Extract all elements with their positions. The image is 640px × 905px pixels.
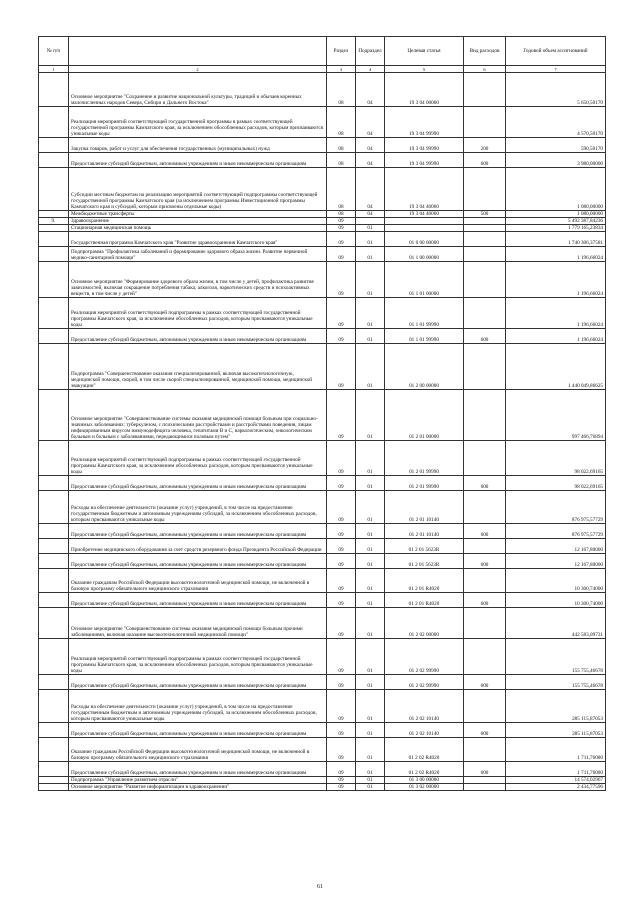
header-podrazdel: Подраздел — [356, 37, 385, 66]
row-target-article: 01 2 01 5623R — [385, 554, 464, 569]
row-name: Расходы на обеспечение деятельности (оказание услуг) учреждений, в том числе на предоставление государственным бюджетным и автономным учреждениям субсидий, за исключением обособленных расходов, которым присваиваются уникальные коды — [69, 690, 327, 723]
row-amount: 14 574,02967 — [506, 777, 606, 784]
row-name: Реализация мероприятий соответствующей подпрограммы в рамках соответствующей государственной программы Камчатского края, за исключением обособленных расходов, которым присваиваются уникальные коды — [69, 441, 327, 476]
column-number: 2 — [69, 66, 327, 73]
table-row — [39, 554, 606, 569]
row-number — [39, 476, 69, 491]
row-number — [39, 441, 69, 476]
row-number — [39, 138, 69, 153]
row-expense-type — [464, 539, 506, 554]
row-target-article: 19 3 04 40060 — [385, 211, 464, 218]
row-target-article: 01 2 02 10140 — [385, 723, 464, 738]
row-number — [39, 107, 69, 138]
row-name: Предоставление субсидий бюджетным, автономным учреждениям и иным некоммерческим организациям — [69, 593, 327, 608]
row-expense-type — [464, 298, 506, 329]
row-number — [39, 784, 69, 791]
row-razdel: 08 — [327, 168, 356, 211]
row-podrazdel: 01 — [356, 569, 385, 593]
header-razdel: Раздел — [327, 37, 356, 66]
row-number — [39, 491, 69, 524]
row-name: Оказание гражданам Российской Федерации высокотехнологичной медицинской помощи, не включенной в базовую программу обязательного медицинского страхования — [69, 738, 327, 762]
row-target-article: 01 2 01 10140 — [385, 491, 464, 524]
row-amount: 1 740 306,37581 — [506, 232, 606, 247]
row-razdel: 09 — [327, 675, 356, 690]
row-number — [39, 762, 69, 777]
budget-table — [38, 36, 606, 791]
row-podrazdel: 01 — [356, 762, 385, 777]
table-row — [39, 232, 606, 247]
row-amount: 876 975,57729 — [506, 491, 606, 524]
row-amount: 1 196,66024 — [506, 262, 606, 298]
column-number: 7 — [506, 66, 606, 73]
row-target-article: 01 1 00 00000 — [385, 247, 464, 262]
row-amount: 3 980,00000 — [506, 153, 606, 168]
header-num: № п/п — [39, 37, 69, 66]
row-podrazdel: 01 — [356, 554, 385, 569]
row-name: Государственная программа Камчатского края "Развитие здравоохранения Камчатского края" — [69, 232, 327, 247]
row-razdel: 09 — [327, 762, 356, 777]
column-number: 6 — [464, 66, 506, 73]
table-row — [39, 723, 606, 738]
row-razdel: 08 — [327, 138, 356, 153]
table-row — [39, 344, 606, 390]
row-name: Предоставление субсидий бюджетным, автономным учреждениям и иным некоммерческим организациям — [69, 762, 327, 777]
row-expense-type — [464, 225, 506, 232]
table-row — [39, 225, 606, 232]
row-razdel: 09 — [327, 476, 356, 491]
row-podrazdel: 04 — [356, 73, 385, 107]
row-razdel: 09 — [327, 690, 356, 723]
row-amount: 1 080,00000 — [506, 211, 606, 218]
row-target-article: 01 2 02 R4020 — [385, 738, 464, 762]
row-razdel: 09 — [327, 524, 356, 539]
row-amount: 442 583,09731 — [506, 608, 606, 639]
row-podrazdel: 01 — [356, 738, 385, 762]
row-name: Стационарная медицинская помощь — [69, 225, 327, 232]
row-amount: 1 196,66024 — [506, 298, 606, 329]
row-name: Предоставление субсидий бюджетным, автономным учреждениям и иным некоммерческим организациям — [69, 476, 327, 491]
row-number — [39, 262, 69, 298]
row-podrazdel: 04 — [356, 168, 385, 211]
row-podrazdel: 01 — [356, 491, 385, 524]
row-expense-type — [464, 107, 506, 138]
row-amount: 5 650,50170 — [506, 73, 606, 107]
row-number — [39, 225, 69, 232]
row-razdel: 09 — [327, 441, 356, 476]
row-podrazdel: 01 — [356, 690, 385, 723]
row-razdel: 09 — [327, 554, 356, 569]
row-target-article: 01 2 01 10140 — [385, 524, 464, 539]
row-podrazdel: 01 — [356, 390, 385, 441]
row-amount: 590,50170 — [506, 138, 606, 153]
column-number-row — [39, 66, 606, 73]
row-razdel: 09 — [327, 738, 356, 762]
row-expense-type: 600 — [464, 329, 506, 344]
row-name: Предоставление субсидий бюджетным, автономным учреждениям и иным некоммерческим организациям — [69, 153, 327, 168]
row-number — [39, 554, 69, 569]
row-target-article: 19 3 04 99990 — [385, 107, 464, 138]
row-name: Основное мероприятие "Развитие информатизации в здравоохранении" — [69, 784, 327, 791]
row-razdel: 09 — [327, 298, 356, 329]
row-number — [39, 690, 69, 723]
row-razdel: 08 — [327, 153, 356, 168]
row-razdel: 09 — [327, 777, 356, 784]
row-razdel: 09 — [327, 608, 356, 639]
row-podrazdel: 01 — [356, 344, 385, 390]
row-target-article: 01 3 02 00000 — [385, 784, 464, 791]
row-amount: 285 115,87053 — [506, 723, 606, 738]
table-row — [39, 524, 606, 539]
row-razdel: 09 — [327, 232, 356, 247]
row-name: Основное мероприятие "Совершенствование системы оказания медицинской помощи больным прочими заболеваниями, включая оказание высокотехнологичной медицинской помощи" — [69, 608, 327, 639]
row-name: Оказание гражданам Российской Федерации высокотехнологичной медицинской помощи, не включенной в базовую программу обязательного медицинского страхования — [69, 569, 327, 593]
row-number — [39, 738, 69, 762]
row-podrazdel: 01 — [356, 232, 385, 247]
row-target-article: 01 1 01 99990 — [385, 329, 464, 344]
row-podrazdel: 01 — [356, 675, 385, 690]
row-razdel: 08 — [327, 107, 356, 138]
row-razdel: 09 — [327, 262, 356, 298]
table-row — [39, 73, 606, 107]
row-podrazdel: 01 — [356, 441, 385, 476]
row-expense-type — [464, 777, 506, 784]
row-amount: 98 022,69165 — [506, 476, 606, 491]
row-expense-type — [464, 168, 506, 211]
column-number: 1 — [39, 66, 69, 73]
table-row — [39, 390, 606, 441]
row-number — [39, 723, 69, 738]
row-amount: 876 975,57729 — [506, 524, 606, 539]
row-amount: 98 022,69165 — [506, 441, 606, 476]
row-razdel: 08 — [327, 211, 356, 218]
row-razdel: 09 — [327, 344, 356, 390]
row-target-article: 01 2 01 00000 — [385, 390, 464, 441]
row-amount: 1 779 165,23834 — [506, 225, 606, 232]
row-expense-type — [464, 690, 506, 723]
row-podrazdel: 04 — [356, 211, 385, 218]
column-number: 4 — [356, 66, 385, 73]
row-number — [39, 675, 69, 690]
budget-table-sheet — [38, 36, 605, 791]
row-expense-type — [464, 262, 506, 298]
row-target-article: 01 2 02 R4020 — [385, 762, 464, 777]
row-target-article: 01 0 00 00000 — [385, 232, 464, 247]
row-podrazdel: 01 — [356, 539, 385, 554]
table-body — [39, 73, 606, 791]
row-podrazdel: 01 — [356, 225, 385, 232]
table-row — [39, 569, 606, 593]
row-name: Субсидии местным бюджетам на реализацию мероприятий соответствующей подпрограммы соответствующей государственной программы Камчатского края (за исключением программы Инвестиционной программы Камчатского края и субсидий, которым присвоены отдельные коды) — [69, 168, 327, 211]
row-razdel: 09 — [327, 491, 356, 524]
row-expense-type — [464, 784, 506, 791]
table-row — [39, 539, 606, 554]
header-target-article: Целевая статья — [385, 37, 464, 66]
row-number — [39, 73, 69, 107]
row-name: Расходы на обеспечение деятельности (оказание услуг) учреждений, в том числе на предоставление государственным бюджетным и автономным учреждениям субсидий, за исключением обособленных расходов, которым присваиваются уникальные коды — [69, 491, 327, 524]
row-expense-type — [464, 73, 506, 107]
row-amount: 1 196,66024 — [506, 247, 606, 262]
row-amount: 997 466,76894 — [506, 390, 606, 441]
row-target-article: 19 3 04 40060 — [385, 168, 464, 211]
row-expense-type: 200 — [464, 138, 506, 153]
table-row — [39, 329, 606, 344]
row-name: Реализация мероприятий соответствующей подпрограммы в рамках соответствующей государственной программы Камчатского края, за исключением обособленных расходов, которым присваиваются уникальные коды — [69, 298, 327, 329]
row-expense-type — [464, 232, 506, 247]
row-target-article: 01 2 01 R4020 — [385, 569, 464, 593]
table-row — [39, 298, 606, 329]
row-podrazdel: 01 — [356, 593, 385, 608]
row-name: Предоставление субсидий бюджетным, автономным учреждениям и иным некоммерческим организациям — [69, 723, 327, 738]
row-number — [39, 390, 69, 441]
table-row — [39, 593, 606, 608]
table-row — [39, 738, 606, 762]
row-number — [39, 569, 69, 593]
row-number — [39, 232, 69, 247]
row-podrazdel: 01 — [356, 777, 385, 784]
table-row — [39, 262, 606, 298]
row-razdel: 09 — [327, 723, 356, 738]
row-expense-type — [464, 569, 506, 593]
row-number — [39, 593, 69, 608]
row-target-article — [385, 225, 464, 232]
row-expense-type: 600 — [464, 554, 506, 569]
row-target-article: 01 2 01 R4020 — [385, 593, 464, 608]
row-number — [39, 539, 69, 554]
table-row — [39, 107, 606, 138]
table-row — [39, 153, 606, 168]
row-amount: 12 167,80000 — [506, 539, 606, 554]
row-name: Предоставление субсидий бюджетным, автономным учреждениям и иным некоммерческим организациям — [69, 554, 327, 569]
row-target-article — [385, 218, 464, 225]
table-header-row — [39, 37, 606, 66]
page-number: 61 — [317, 884, 323, 890]
row-podrazdel: 01 — [356, 608, 385, 639]
column-number: 3 — [327, 66, 356, 73]
row-expense-type: 600 — [464, 723, 506, 738]
row-name: Подпрограмма "Совершенствование оказания специализированной, включая высокотехнологичную, медицинской помощи, скорой, в том числе скорой специализированной, медицинской помощи, медицинской эвакуации" — [69, 344, 327, 390]
row-name: Основное мероприятие "Совершенствование системы оказания медицинской помощи больным при социально-значимых заболеваниях: туберкулезом, с психическими расстройствами и расстройствами поведения, лицам инфицированным вирусом иммунодефицита человека, гепатитами В и С, наркологическим, онкологическим больным и больным с заболеваниями, передающимися половым путем" — [69, 390, 327, 441]
row-name: Реализация мероприятий соответствующей подпрограммы в рамках соответствующей государственной программы Камчатского края, за исключением обособленных расходов, которым присваиваются уникальные коды — [69, 639, 327, 675]
table-row — [39, 608, 606, 639]
row-razdel: 09 — [327, 539, 356, 554]
row-expense-type — [464, 608, 506, 639]
row-amount: 1 711,76000 — [506, 738, 606, 762]
row-number — [39, 153, 69, 168]
row-target-article: 01 2 02 00000 — [385, 608, 464, 639]
row-number — [39, 298, 69, 329]
row-amount: 1 080,00000 — [506, 168, 606, 211]
table-row — [39, 777, 606, 784]
row-target-article: 19 3 04 99990 — [385, 153, 464, 168]
row-name: Приобретение медицинского оборудования за счет средств резервного фонда Президента Российской Федерации — [69, 539, 327, 554]
row-podrazdel: 04 — [356, 153, 385, 168]
row-target-article: 01 1 01 00000 — [385, 262, 464, 298]
row-name: Предоставление субсидий бюджетным, автономным учреждениям и иным некоммерческим организациям — [69, 675, 327, 690]
row-name: Подпрограмма "Профилактика заболеваний и формирование здорового образа жизни. Развитие первичной медико-санитарной помощи" — [69, 247, 327, 262]
table-row — [39, 138, 606, 153]
row-name: Предоставление субсидий бюджетным, автономным учреждениям и иным некоммерческим организациям — [69, 524, 327, 539]
row-razdel: 09 — [327, 390, 356, 441]
row-amount: 155 755,46678 — [506, 675, 606, 690]
row-target-article: 01 2 02 99990 — [385, 639, 464, 675]
row-name: Основное мероприятие "Сохранение и развитие национальной культуры, традиций и обычаев коренных малочисленных народов Севера, Сибири и Дальнего Востока" — [69, 73, 327, 107]
row-number — [39, 639, 69, 675]
row-razdel: 09 — [327, 329, 356, 344]
table-row — [39, 690, 606, 723]
row-razdel: 09 — [327, 569, 356, 593]
row-podrazdel: 01 — [356, 639, 385, 675]
row-razdel: 09 — [327, 247, 356, 262]
row-name: Межбюджетные трансферты — [69, 211, 327, 218]
row-amount: 1 711,76000 — [506, 762, 606, 777]
row-target-article: 01 2 02 99990 — [385, 675, 464, 690]
row-podrazdel: 01 — [356, 723, 385, 738]
row-target-article: 01 2 01 99990 — [385, 441, 464, 476]
row-podrazdel: 01 — [356, 476, 385, 491]
row-expense-type — [464, 441, 506, 476]
row-podrazdel: 01 — [356, 784, 385, 791]
row-razdel: 09 — [327, 593, 356, 608]
table-row — [39, 762, 606, 777]
row-amount: 1 440 049,86625 — [506, 344, 606, 390]
table-row — [39, 784, 606, 791]
row-razdel: 09 — [327, 218, 356, 225]
row-razdel: 08 — [327, 73, 356, 107]
row-podrazdel: 01 — [356, 329, 385, 344]
row-target-article: 01 2 01 5623R — [385, 539, 464, 554]
row-number — [39, 524, 69, 539]
row-expense-type: 600 — [464, 593, 506, 608]
row-amount: 10 300,74000 — [506, 593, 606, 608]
table-row — [39, 441, 606, 476]
row-number — [39, 608, 69, 639]
table-row — [39, 247, 606, 262]
row-expense-type: 600 — [464, 762, 506, 777]
header-annual-amount: Годовой объем ассигнований — [506, 37, 606, 66]
row-amount: 10 300,74000 — [506, 569, 606, 593]
table-row — [39, 675, 606, 690]
row-name: Здравоохранение — [69, 218, 327, 225]
row-number — [39, 211, 69, 218]
row-name: Предоставление субсидий бюджетным, автономным учреждениям и иным некоммерческим организациям — [69, 329, 327, 344]
row-razdel: 09 — [327, 225, 356, 232]
row-razdel: 09 — [327, 639, 356, 675]
table-row — [39, 168, 606, 211]
row-target-article: 01 2 00 00000 — [385, 344, 464, 390]
row-podrazdel: 01 — [356, 262, 385, 298]
row-expense-type: 600 — [464, 153, 506, 168]
table-row — [39, 218, 606, 225]
row-target-article: 01 1 01 99990 — [385, 298, 464, 329]
row-number — [39, 344, 69, 390]
header-expense-type: Вид расходов — [464, 37, 506, 66]
row-target-article: 01 2 01 99990 — [385, 476, 464, 491]
row-amount: 2 434,77596 — [506, 784, 606, 791]
row-amount: 12 167,80000 — [506, 554, 606, 569]
header-name — [69, 37, 327, 66]
table-row — [39, 476, 606, 491]
row-amount: 4 570,50170 — [506, 107, 606, 138]
row-expense-type: 600 — [464, 524, 506, 539]
row-expense-type — [464, 218, 506, 225]
table-row — [39, 639, 606, 675]
table-row — [39, 211, 606, 218]
row-amount: 155 755,46678 — [506, 639, 606, 675]
row-expense-type — [464, 738, 506, 762]
row-expense-type — [464, 491, 506, 524]
column-number: 5 — [385, 66, 464, 73]
row-target-article: 01 3 00 00000 — [385, 777, 464, 784]
row-target-article: 19 3 04 00000 — [385, 73, 464, 107]
row-amount: 5 492 387,84236 — [506, 218, 606, 225]
row-expense-type — [464, 639, 506, 675]
table-row — [39, 491, 606, 524]
row-number — [39, 777, 69, 784]
row-number — [39, 247, 69, 262]
row-amount: 1 196,66024 — [506, 329, 606, 344]
row-expense-type — [464, 247, 506, 262]
row-podrazdel — [356, 218, 385, 225]
row-number — [39, 168, 69, 211]
row-name: Основное мероприятие "Формирование здорового образа жизни, в том числе у детей, профилактика развития зависимостей, включая сокращение потребления табака, алкоголя, наркотических средств и психоактивных веществ, в том числе у детей" — [69, 262, 327, 298]
row-podrazdel: 04 — [356, 138, 385, 153]
row-target-article: 19 3 04 99990 — [385, 138, 464, 153]
row-podrazdel: 01 — [356, 298, 385, 329]
row-expense-type — [464, 344, 506, 390]
row-expense-type: 600 — [464, 675, 506, 690]
row-expense-type: 500 — [464, 211, 506, 218]
row-podrazdel: 01 — [356, 247, 385, 262]
row-name: Подпрограмма "Управление развитием отрасли" — [69, 777, 327, 784]
row-number: 9. — [39, 218, 69, 225]
row-target-article: 01 2 02 10140 — [385, 690, 464, 723]
row-name: Закупка товаров, работ и услуг для обеспечения государственных (муниципальных) нужд — [69, 138, 327, 153]
row-podrazdel: 04 — [356, 107, 385, 138]
row-amount: 285 115,87053 — [506, 690, 606, 723]
row-number — [39, 329, 69, 344]
row-expense-type — [464, 390, 506, 441]
row-name: Реализация мероприятий соответствующей государственной программы в рамках соответствующей государственной программы Камчатского края, за исключением обособленных расходов, которым присваиваются уникальные коды — [69, 107, 327, 138]
row-expense-type: 600 — [464, 476, 506, 491]
row-razdel: 09 — [327, 784, 356, 791]
row-podrazdel: 01 — [356, 524, 385, 539]
